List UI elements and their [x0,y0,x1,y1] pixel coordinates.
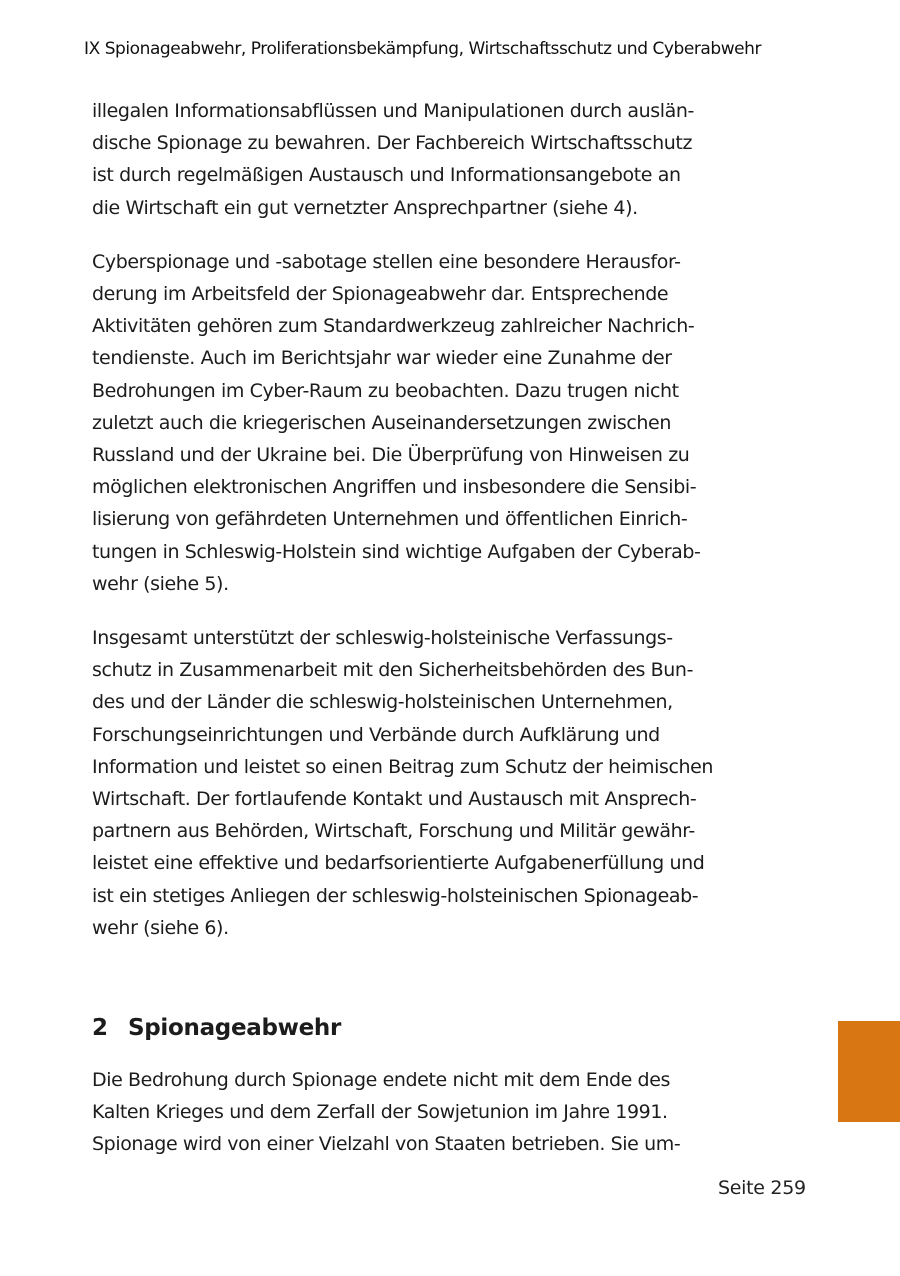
text-line: des und der Länder die schleswig-holsteinischen Unternehmen, [92,691,673,714]
section-heading [92,1010,341,1046]
body-text [92,95,757,966]
chapter-thumb-tab [838,1021,900,1122]
text-line: derung im Arbeitsfeld der Spionageabwehr dar. Entsprechende [92,283,669,306]
text-line: zuletzt auch die kriegerischen Auseinandersetzungen zwischen [92,411,671,434]
text-line: Aktivitäten gehören zum Standardwerkzeug zahlreicher Nachrich- [92,315,695,338]
text-line: möglichen elektronischen Angriffen und insbesondere die Sensibi- [92,476,697,499]
text-line: wehr (siehe 6). [92,916,229,939]
paragraph-3 [92,622,757,944]
text-line: die Wirtschaft ein gut vernetzter Ansprechpartner (siehe 4). [92,196,638,219]
paragraph-2 [92,246,757,600]
section-number: 2 [92,1015,108,1041]
text-line: leistet eine effektive und bedarfsorientierte Aufgabenerfüllung und [92,852,705,875]
text-line: partnern aus Behörden, Wirtschaft, Forschung und Militär gewähr- [92,820,695,843]
running-header: IX Spionageabwehr, Proliferationsbekämpfung, Wirtschaftsschutz und Cyberabwehr [84,39,762,59]
text-line: Kalten Krieges und dem Zerfall der Sowjetunion im Jahre 1991. [92,1101,668,1124]
text-line: dische Spionage zu bewahren. Der Fachbereich Wirtschaftsschutz [92,132,693,155]
text-line: ist durch regelmäßigen Austausch und Informationsangebote an [92,164,681,187]
text-line: Wirtschaft. Der fortlaufende Kontakt und Austausch mit Ansprech- [92,788,697,811]
text-line: lisierung von gefährdeten Unternehmen und öffentlichen Einrich- [92,508,688,531]
text-line: Insgesamt unterstützt der schleswig-holsteinische Verfassungs- [92,627,673,650]
text-line: tungen in Schleswig-Holstein sind wichtige Aufgaben der Cyberab- [92,540,701,563]
text-line: Russland und der Ukraine bei. Die Überprüfung von Hinweisen zu [92,444,690,467]
section-title: Spionageabwehr [128,1015,342,1041]
text-line: tendienste. Auch im Berichtsjahr war wieder eine Zunahme der [92,347,672,370]
text-line: schutz in Zusammenarbeit mit den Sicherheitsbehörden des Bun- [92,659,694,682]
text-line: Bedrohungen im Cyber-Raum zu beobachten. Dazu trugen nicht [92,379,679,402]
section-body [92,1064,757,1161]
text-line: ist ein stetiges Anliegen der schleswig-holsteinischen Spionageab- [92,884,699,907]
text-line: illegalen Informationsabflüssen und Manipulationen durch auslän- [92,100,695,122]
text-line: Cyberspionage und -sabotage stellen eine besondere Herausfor- [92,250,681,273]
page-number: Seite 259 [718,1177,806,1199]
text-line: wehr (siehe 5). [92,572,229,595]
text-line: Die Bedrohung durch Spionage endete nicht mit dem Ende des [92,1069,671,1091]
text-line: Information und leistet so einen Beitrag zum Schutz der heimischen [92,755,714,778]
paragraph-1 [92,95,757,224]
text-line: Spionage wird von einer Vielzahl von Staaten betrieben. Sie um- [92,1133,681,1156]
text-line: Forschungseinrichtungen und Verbände durch Aufklärung und [92,723,660,746]
